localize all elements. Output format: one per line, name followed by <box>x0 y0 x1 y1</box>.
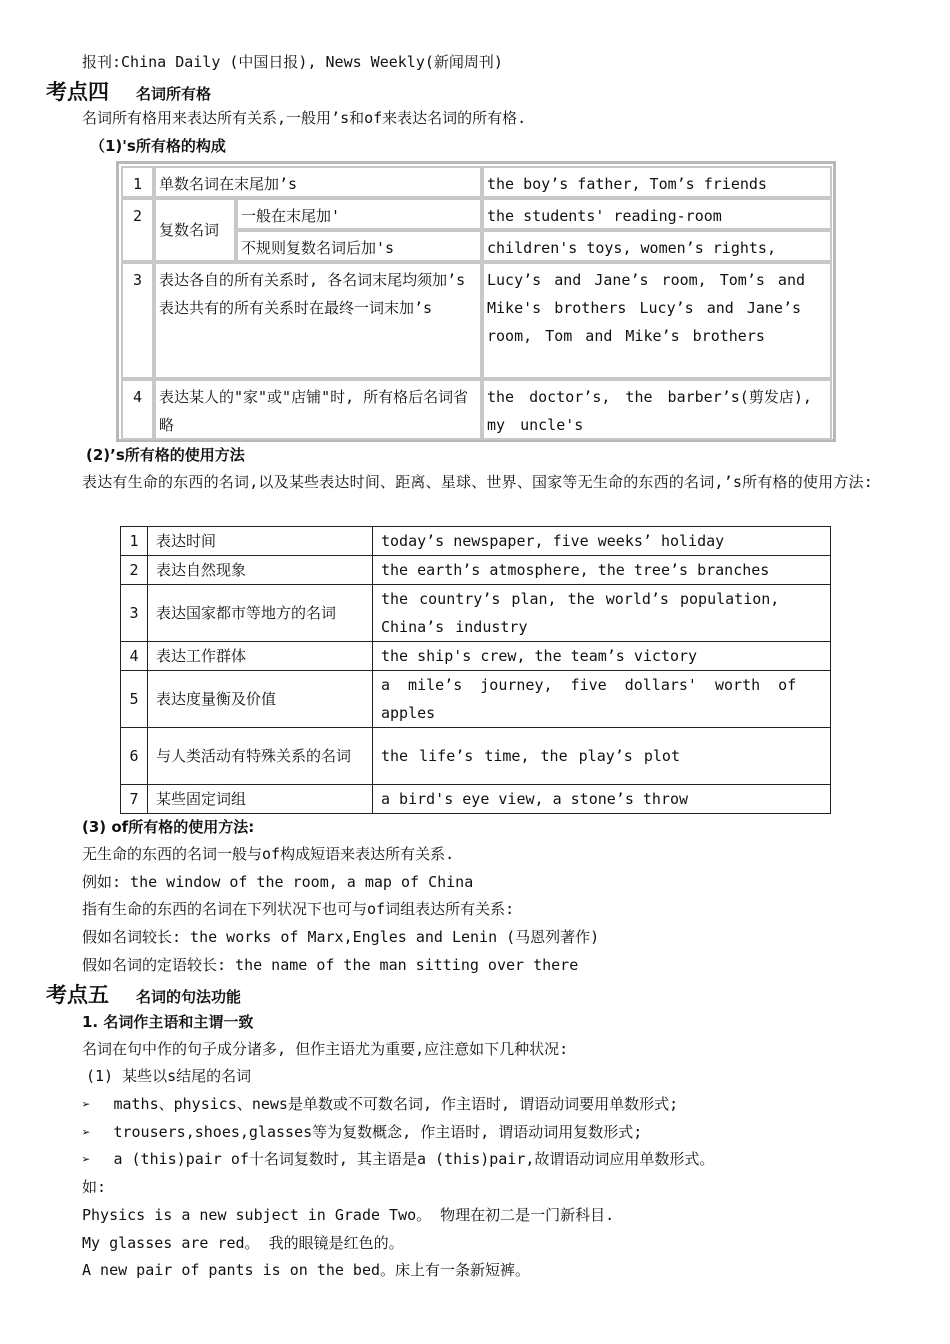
t1-r2-num: 2 <box>121 198 154 262</box>
t1-r2-rule-a: 一般在末尾加' <box>236 198 482 230</box>
table-row <box>121 556 831 585</box>
section4-sub2-desc: 表达有生命的东西的名词,以及某些表达时间、距离、星球、世界、国家等无生命的东西的名词,’s所有格的使用方法: <box>82 473 873 491</box>
example-3: A new pair of pants is on the bed。床上有一条新短裤。 <box>82 1261 531 1279</box>
row-category: 表达国家都市等地方的名词 <box>148 585 373 642</box>
t1-r2-group: 复数名词 <box>154 198 236 262</box>
section5-case1: (1) 某些以s结尾的名词 <box>86 1067 252 1085</box>
row-number: 3 <box>121 585 148 642</box>
bullet-item-2 <box>82 1121 642 1142</box>
possessive-usage-table <box>120 526 831 814</box>
row-example: a bird's eye view, a stone’s throw <box>373 785 831 814</box>
row-category: 表达工作群体 <box>148 642 373 671</box>
bullet-text-3: a (this)pair of十名词复数时, 其主语是a (this)pair,故谓语动词应用单数形式。 <box>113 1150 715 1168</box>
sub3-line-3: 指有生命的东西的名词在下列状况下也可与of词组表达所有关系: <box>82 900 515 918</box>
row-example: the earth’s atmosphere, the tree’s branches <box>373 556 831 585</box>
row-example: the life’s time, the play’s plot <box>373 728 831 785</box>
example-intro: 如: <box>82 1178 107 1196</box>
t1-r3-rule <box>154 262 482 379</box>
bullet-item-1 <box>82 1093 678 1114</box>
section5-label: 考点五 <box>46 982 109 1007</box>
possessive-formation-table <box>116 161 836 442</box>
arrow-bullet-icon: ➢ <box>82 1152 91 1168</box>
section4-label: 考点四 <box>46 79 109 104</box>
intro-line: 报刊:China Daily (中国日报), News Weekly(新闻周刊) <box>82 53 503 71</box>
t1-r1-num: 1 <box>121 166 154 198</box>
arrow-bullet-icon: ➢ <box>82 1097 91 1113</box>
row-example: a mile’s journey, five dollars' worth of apples <box>373 671 831 728</box>
table-row <box>121 642 831 671</box>
t1-r3-num: 3 <box>121 262 154 379</box>
table-row <box>121 585 831 642</box>
section5-heading <box>46 979 241 1009</box>
row-number: 5 <box>121 671 148 728</box>
row-example: the country’s plan, the world’s population, China’s industry <box>373 585 831 642</box>
table-row <box>121 785 831 814</box>
t1-r2-rule-b: 不规则复数名词后加's <box>236 230 482 262</box>
t1-r3-rule-b: 表达共有的所有关系时在最终一词末加’s <box>159 299 433 317</box>
example-2: My glasses are red。 我的眼镜是红色的。 <box>82 1234 404 1252</box>
t1-r4-example: the doctor’s, the barber’s(剪发店), my uncle's <box>482 379 832 440</box>
section4-sub1: （1)'s所有格的构成 <box>90 137 226 155</box>
section4-title: 名词所有格 <box>136 85 212 103</box>
t1-r1-rule: 单数名词在末尾加’s <box>154 166 482 198</box>
sub3-line-1: 无生命的东西的名词一般与of构成短语来表达所有关系. <box>82 845 455 863</box>
section5-desc: 名词在句中作的句子成分诸多, 但作主语尤为重要,应注意如下几种状况: <box>82 1040 569 1058</box>
t1-r3-example: Lucy’s and Jane’s room, Tom’s and Mike's brothers Lucy’s and Jane’s room, Tom and Mike’s brothers <box>482 262 832 379</box>
row-number: 1 <box>121 527 148 556</box>
t1-r1-example: the boy’s father, Tom’s friends <box>482 166 832 198</box>
section5-title: 名词的句法功能 <box>136 988 242 1006</box>
t1-r4-rule: 表达某人的"家"或"店铺"时, 所有格后名词省略 <box>154 379 482 440</box>
table-row <box>121 527 831 556</box>
section5-sub1: 1. 名词作主语和主谓一致 <box>82 1013 254 1031</box>
row-number: 2 <box>121 556 148 585</box>
bullet-text-1: maths、physics、news是单数或不可数名词, 作主语时, 谓语动词要用单数形式; <box>113 1095 679 1113</box>
t1-r4-num: 4 <box>121 379 154 440</box>
row-number: 4 <box>121 642 148 671</box>
section4-sub3: (3) of所有格的使用方法: <box>82 818 255 836</box>
row-category: 表达度量衡及价值 <box>148 671 373 728</box>
arrow-bullet-icon: ➢ <box>82 1125 91 1141</box>
row-number: 6 <box>121 728 148 785</box>
row-category: 与人类活动有特殊关系的名词 <box>148 728 373 785</box>
row-example: the ship's crew, the team’s victory <box>373 642 831 671</box>
sub3-line-4: 假如名词较长: the works of Marx,Engles and Lenin (马恩列著作) <box>82 928 600 946</box>
row-category: 表达时间 <box>148 527 373 556</box>
sub3-line-5: 假如名词的定语较长: the name of the man sitting over there <box>82 956 579 974</box>
bullet-text-2: trousers,shoes,glasses等为复数概念, 作主语时, 谓语动词用复数形式; <box>113 1123 643 1141</box>
section4-desc: 名词所有格用来表达所有关系,一般用’s和of来表达名词的所有格. <box>82 109 527 127</box>
row-category: 表达自然现象 <box>148 556 373 585</box>
row-category: 某些固定词组 <box>148 785 373 814</box>
table-row <box>121 728 831 785</box>
bullet-item-3 <box>82 1148 714 1169</box>
example-1: Physics is a new subject in Grade Two。 物理在初二是一门新科目. <box>82 1206 615 1224</box>
section4-sub2: (2)’s所有格的使用方法 <box>86 446 245 464</box>
sub3-line-2: 例如: the window of the room, a map of China <box>82 873 474 891</box>
table-row <box>121 671 831 728</box>
row-number: 7 <box>121 785 148 814</box>
section4-heading <box>46 76 211 106</box>
t1-r3-rule-a: 表达各自的所有关系时, 各名词末尾均须加’s <box>159 271 466 289</box>
row-example: today’s newspaper, five weeks’ holiday <box>373 527 831 556</box>
t1-r2-example-a: the students' reading-room <box>482 198 832 230</box>
t1-r2-example-b: children's toys, women’s rights, <box>482 230 832 262</box>
